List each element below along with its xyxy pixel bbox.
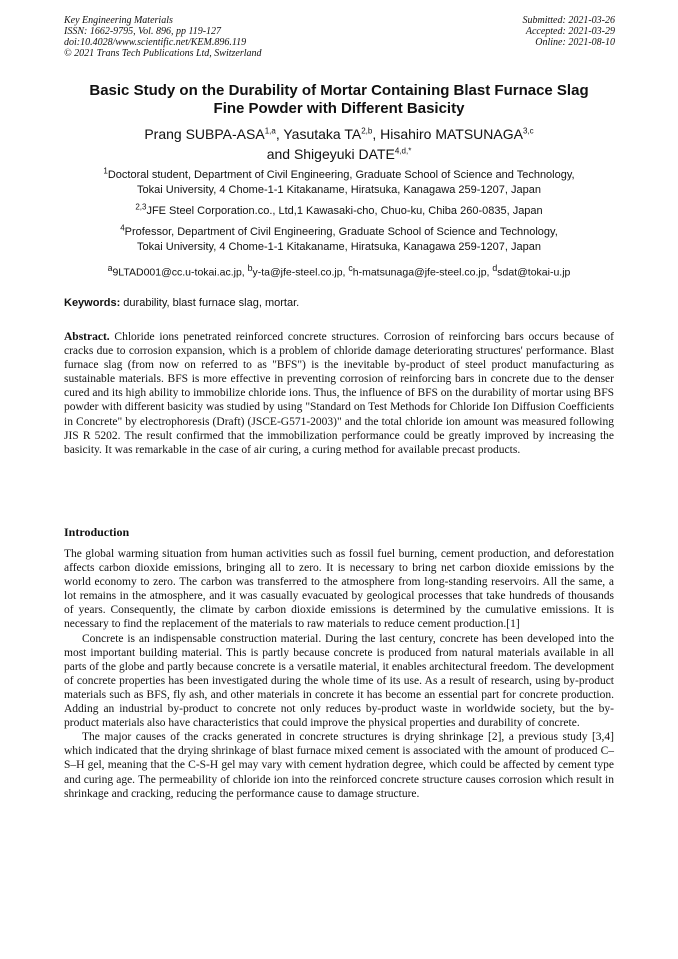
author-list	[50, 124, 628, 164]
intro-paragraph-3: The major causes of the cracks generated in concrete structures is drying shrinkage [2], a previous study [3,4] which indicated that the drying shrinkage of blast furnace mixed cement is associated with the amount of produced C–S–H gel, meaning that the C-S-H gel may vary with cement hydration degree, which could be affected by cement type and curing age. The permeability of chloride ion into the reinforced concrete structure causes corrosion which result in shrinkage and cracking, reducing the performance cause to damage structure.	[64, 731, 614, 800]
author-separator: ,	[275, 126, 284, 142]
online-date: Online: 2021-08-10	[535, 37, 615, 48]
email-d: sdat@tokai-u.jp	[497, 266, 571, 279]
journal-info	[64, 15, 262, 59]
author-4-sup: 4,d,*	[394, 146, 412, 156]
email-c-sup: c	[348, 263, 353, 273]
affiliation-1-line-2: Tokai University, 4 Chome-1-1 Kitakaname, Hiratsuka, Kanagawa 259-1207, Japan	[137, 184, 541, 196]
author-2-sup: 2,b	[361, 126, 373, 136]
abstract	[64, 330, 614, 457]
affiliation-1	[50, 168, 628, 198]
author-3: Hisahiro MATSUNAGA	[380, 126, 523, 142]
email-a-sup: a	[107, 263, 113, 273]
title-line-2: Fine Powder with Different Basicity	[213, 100, 465, 117]
paper-title	[50, 82, 628, 118]
affiliation-1-line-1: Doctoral student, Department of Civil Engineering, Graduate School of Science and Technology,	[107, 169, 575, 181]
author-line-1	[50, 124, 628, 144]
submitted-date: Submitted: 2021-03-26	[522, 15, 615, 26]
email-b-sup: b	[247, 263, 253, 273]
author-4: Shigeyuki DATE	[293, 146, 395, 162]
email-c: h-matsunaga@jfe-steel.co.jp,	[352, 266, 493, 279]
submission-dates	[523, 15, 616, 48]
author-1-sup: 1,a	[264, 126, 276, 136]
section-heading-introduction: Introduction	[64, 525, 130, 539]
author-emails	[60, 261, 618, 280]
email-d-sup: d	[492, 263, 498, 273]
affiliation-2-line-1: JFE Steel Corporation.co., Ltd,1 Kawasaki-cho, Chuo-ku, Chiba 260-0835, Japan	[146, 205, 543, 217]
accepted-date: Accepted: 2021-03-29	[525, 26, 615, 37]
affiliation-3-sup: 4	[120, 223, 125, 233]
journal-issn: ISSN: 1662-9795, Vol. 896, pp 119-127	[64, 26, 222, 37]
affiliation-3-line-2: Tokai University, 4 Chome-1-1 Kitakaname, Hiratsuka, Kanagawa 259-1207, Japan	[137, 241, 541, 253]
introduction-body	[64, 547, 614, 801]
affiliation-3	[50, 225, 628, 255]
journal-doi: doi:10.4028/www.scientific.net/KEM.896.119	[64, 37, 247, 48]
affiliation-2	[50, 204, 628, 219]
email-a: 9LTAD001@cc.u-tokai.ac.jp,	[112, 266, 248, 279]
journal-copyright: © 2021 Trans Tech Publications Ltd, Switzerland	[64, 48, 262, 59]
title-line-1: Basic Study on the Durability of Mortar Containing Blast Furnace Slag	[89, 82, 589, 99]
affiliation-2-sup: 2,3	[135, 202, 147, 212]
abstract-label: Abstract.	[64, 331, 110, 343]
intro-paragraph-2: Concrete is an indispensable construction material. During the last century, concrete has been developed into the most important building material. This is partly because concrete is produced from natural materials available in all parts of the globe and partly because concrete is a versatile material, it enables architectural freedom. The development of concrete properties has been investigated during the whole time of its use. As a result of research, using by-product materials such as BFS, fly ash, and other materials in concrete it has become an essential part for concrete production. Adding an industrial by-product to concrete not only reduces by-product waste in worldwide society, but the by-product materials also have characteristics that could improve the physical properties and durability of concrete.	[64, 632, 614, 730]
abstract-text: Chloride ions penetrated reinforced concrete structures. Corrosion of reinforcing bars occurs because of cracks due to corrosion expansion, which is a problem of chloride damage deteriorating structures' performance. Blast furnace slag (from now on referred to as "BFS") is the inevitable by-product of steel product manufacturing as sustainable materials. BFS is more effective in preventing corrosion of reinforcing bars in concrete due to the denser cured and its high ability to immobilize chloride ions. Thus, the influence of BFS on the durability of mortar using BFS powder with different basicity was studied by using "Standard on Test Methods for Chloride Ion Diffusion Coefficients in Concrete" by electrophoresis (Draft) (JSCE-G571-2003)" and the total chloride ion amount was measured following JIS R 5202. The result confirmed that the immobilization performance could be greatly improved by increasing the basicity. It was remarkable in the case of air curing, a curing method for available precast products.	[64, 331, 614, 456]
author-line-2	[50, 144, 628, 164]
keywords-label: Keywords:	[64, 297, 121, 309]
email-b: y-ta@jfe-steel.co.jp,	[252, 266, 349, 279]
affiliation-1-sup: 1	[103, 166, 108, 176]
journal-name: Key Engineering Materials	[64, 15, 173, 26]
author-conjunction: and	[266, 146, 294, 162]
author-1: Prang SUBPA-ASA	[144, 126, 265, 142]
author-2: Yasutaka TA	[283, 126, 362, 142]
keywords-text: durability, blast furnace slag, mortar.	[120, 297, 300, 309]
author-separator: ,	[372, 126, 381, 142]
keywords	[64, 296, 299, 310]
affiliation-3-line-1: Professor, Department of Civil Engineering, Graduate School of Science and Technology,	[124, 226, 558, 238]
author-3-sup: 3,c	[522, 126, 534, 136]
intro-paragraph-1: The global warming situation from human activities such as fossil fuel burning, cement production, and deforestation affects carbon dioxide emissions, bringing all to zero. It is necessary to bring net carbon dioxide emissions by the world economy to zero. The carbon was transferred to the atmosphere from long-standing reservoirs. All the same, a lot remains in the atmosphere, and it was casually evacuated by geological processes that take hundreds of thousands of years. Consequently, the climate by carbon dioxide emissions is determined by the cumulative emissions. It is necessary to find the replacement of the materials to raw materials to reduce cement production.[1]	[64, 548, 614, 631]
